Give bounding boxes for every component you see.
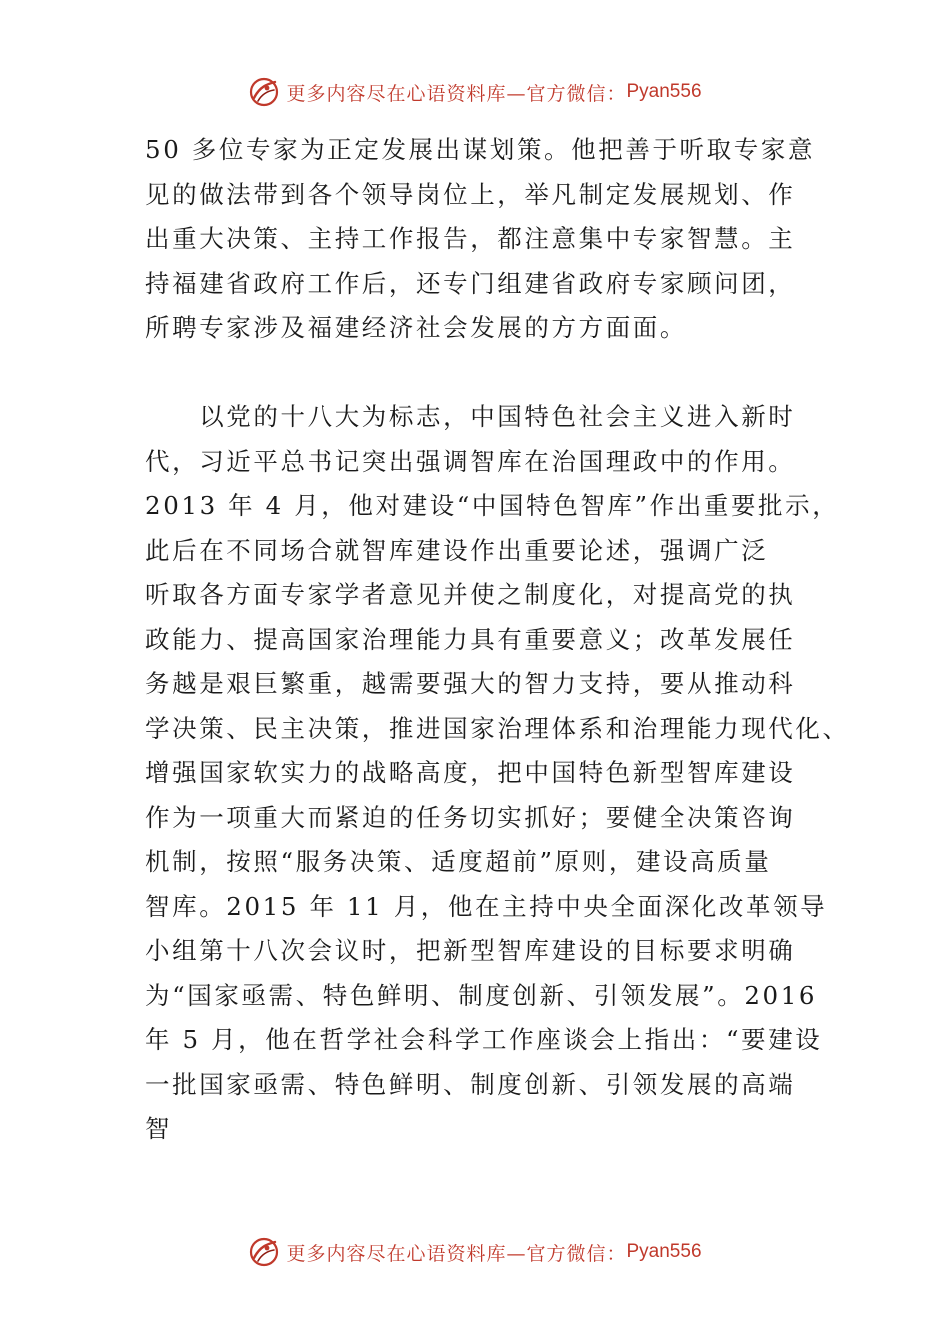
paragraph-gap (145, 351, 825, 396)
text-line: 智库。2015 年 11 月，他在主持中央全面深化改革领导 (145, 891, 828, 921)
text-line: 机制，按照“服务决策、适度超前”原则，建设高质量 (145, 847, 772, 876)
text-line: 小组第十八次会议时，把新型智库建设的目标要求明确 (145, 936, 796, 965)
text-line: 持福建省政府工作后，还专门组建省政府专家顾问团， (145, 268, 796, 298)
text-line: 为“国家亟需、特色鲜明、制度创新、引领发展”。2016 (145, 980, 818, 1010)
text-line: 听取各方面专家学者意见并使之制度化，对提高党的执 (145, 580, 796, 609)
footer-banner (0, 1232, 950, 1272)
text-line: 年 5 月，他在哲学社会科学工作座谈会上指出：“要建设 (145, 1025, 823, 1054)
text-line: 作为一项重大而紧迫的任务切实抓好；要健全决策咨询 (145, 802, 796, 832)
text-line: 此后在不同场合就智库建设作出重要论述，强调广泛 (145, 535, 769, 565)
header-banner (0, 72, 950, 112)
footer-banner-text: 更多内容尽在心语资料库—官方微信： (286, 1242, 627, 1265)
logo-icon (248, 1236, 280, 1268)
text-line: 政能力、提高国家治理能力具有重要意义；改革发展任 (145, 624, 796, 654)
text-line: 代，习近平总书记突出强调智库在治国理政中的作用。 (145, 446, 796, 476)
paragraph-1 (145, 128, 825, 351)
text-line: 学决策、民主决策，推进国家治理体系和治理能力现代化、 (145, 713, 850, 743)
text-line: 所聘专家涉及福建经济社会发展的方方面面。 (145, 313, 687, 342)
text-line: 一批国家亟需、特色鲜明、制度创新、引领发展的高端 (145, 1069, 796, 1099)
logo-icon (248, 76, 280, 108)
text-line: 2013 年 4 月，他对建设“中国特色智库”作出重要批示， (145, 491, 840, 520)
document-body (145, 128, 850, 1152)
text-line: 以党的十八大为标志，中国特色社会主义进入新时 (145, 402, 796, 431)
text-line: 增强国家软实力的战略高度，把中国特色新型智库建设 (145, 758, 796, 787)
paragraph-2 (145, 395, 850, 1152)
text-line: 智 (145, 1114, 173, 1143)
header-banner-text: 更多内容尽在心语资料库—官方微信： (286, 82, 627, 105)
text-line: 务越是艰巨繁重，越需要强大的智力支持，要从推动科 (145, 669, 796, 698)
header-wechat-id: Pyan556 (626, 81, 702, 102)
text-line: 50 多位专家为正定发展出谋划策。他把善于听取专家意 (145, 135, 816, 164)
text-line: 出重大决策、主持工作报告，都注意集中专家智慧。主 (145, 224, 796, 253)
text-line: 见的做法带到各个领导岗位上，举凡制定发展规划、作 (145, 179, 796, 209)
footer-wechat-id: Pyan556 (626, 1241, 702, 1262)
